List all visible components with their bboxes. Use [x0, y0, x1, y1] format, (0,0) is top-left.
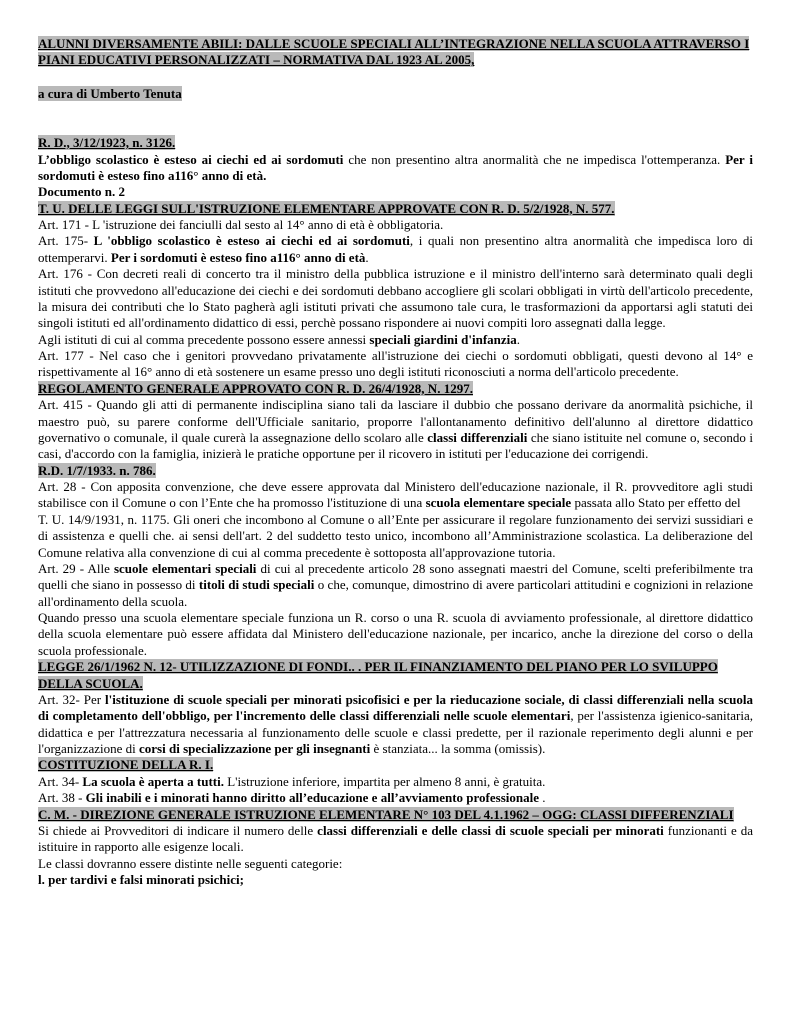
text-segment: è stanziata... la somma (omissis).	[370, 741, 546, 756]
text-segment: Le classi dovranno essere distinte nelle seguenti categorie:	[38, 855, 343, 871]
para-art-177	[38, 348, 753, 381]
text-segment: Quando presso una scuola elementare speciale funziona un R. corso o una R. scuola di avviamento professionale, al direttore didattico della scuola elementare può essere affidata dal Ministero dell'educazione nazionale, per incarico, anche la direzione del corso o della scuola professionale.	[38, 610, 753, 658]
bold-text-segment: Documento n. 2	[38, 184, 126, 200]
para-art-34	[38, 774, 753, 790]
text-segment: T. U. 14/9/1931, n. 1175. Gli oneri che incombono al Comune o all’Ente per assicurare il regolare funzionamento dei servizi sussidiari e di assistenza e quelli che. ai sensi dell'art. 2 del suddetto testo unico, incombono all’Amministrazione scolastica. La deliberazione del Comune relativa alla convenzione di cui al comma precedente è sottoposta all'approvazione tutoria.	[38, 511, 753, 560]
heading-regolamento-1928	[38, 381, 753, 397]
text-segment: funzionanti e da istituire in rapporto alle esigenze locali.	[38, 822, 753, 855]
text-segment: Art. 171 - L 'istruzione dei fanciulli dal sesto al 14° anno di età è obbligatoria.	[38, 217, 444, 232]
text-segment: che non presentino altra anormalità che ne impedisca l'ottemperanza.	[343, 151, 726, 167]
bold-text-segment: T. U. DELLE LEGGI SULL'ISTRUZIONE ELEMENTARE APPROVATE CON R. D. 5/2/1928, N. 577.	[38, 200, 615, 216]
bold-text-segment: scuole elementari speciali	[113, 560, 257, 576]
text-segment: o che, comunque, dimostrino di avere particolari attitudini e cognizioni in relazione all'ordinamento della scuola.	[38, 577, 753, 609]
bold-text-segment: speciali giardini d'infanzia	[369, 331, 517, 347]
doc-title	[38, 36, 753, 69]
para-rd-1923	[38, 152, 753, 185]
heading-cm-103	[38, 807, 753, 823]
para-art-175	[38, 233, 753, 266]
bold-text-segment: Per i sordomuti è esteso fino a116° anno di età	[110, 249, 366, 265]
bold-text-segment: R.D. 1/7/1933. n. 786.	[38, 462, 156, 478]
bold-text-segment: L’obbligo scolastico è esteso ai ciechi ed ai sordomuti	[38, 151, 344, 167]
bold-text-segment: classi differenziali e delle classi di scuole speciali per minorati	[317, 822, 664, 838]
bold-text-segment: La scuola è aperta a tutti.	[82, 773, 224, 789]
text-segment: Art. 175-	[38, 233, 94, 249]
text-segment: .	[538, 790, 546, 806]
para-art-29	[38, 561, 753, 610]
bold-text-segment: ALUNNI DIVERSAMENTE ABILI: DALLE SCUOLE SPECIALI ALL’INTEGRAZIONE NELLA SCUOLA ATTRAVERSO I PIANI EDUCATIVI PERSONALIZZATI – NORMATIVA DAL 1923 AL 2005,	[38, 36, 750, 68]
para-art-171	[38, 217, 753, 233]
heading-rd-1923	[38, 135, 753, 151]
para-art-415	[38, 397, 753, 463]
text-segment: passata allo Stato per effetto del	[571, 495, 741, 511]
para-categorie	[38, 856, 753, 872]
heading-tu-1928	[38, 201, 753, 217]
text-segment: Art. 29 - Alle	[38, 560, 114, 576]
bold-text-segment: REGOLAMENTO GENERALE APPROVATO CON R. D. 26/4/1928, N. 1297.	[38, 380, 473, 396]
text-segment: L'istruzione inferiore, impartita per almeno 8 anni, è gratuita.	[223, 773, 546, 789]
heading-legge-1962	[38, 659, 753, 692]
para-tu-1931	[38, 512, 753, 561]
text-segment: Art. 176 - Con decreti reali di concerto tra il ministro della pubblica istruzione e il ministro dell'interno sarà determinato quali degli istituti che provvedono all'educazione dei ciechi e dei sordomuti debbano accogliere gli scolari obbligati in virtù dell'articolo precedente, la misura dei contributi che lo Stato pagherà agli istituti privati che assumono tale cura, le trasformazioni da apportarsi agli statuti dei singoli istituti ed all'ordinamento didattico di essi, perchè possano rispondere ai nuovi compiti loro assegnati dalla legge.	[38, 266, 753, 331]
para-art-176	[38, 266, 753, 332]
para-scuola-speciale	[38, 610, 753, 659]
bold-text-segment: L 'obbligo scolastico è esteso ai ciechi ed ai sordomuti	[93, 233, 410, 249]
text-segment: .	[365, 249, 369, 265]
bold-text-segment: l'istituzione di scuole speciali per minorati psicofisici e per la rieducazione sociale, di classi differenziali nella scuola di completamento dell'obbligo, per l'incremento delle classi differenziali nelle scuole elementari	[38, 691, 753, 724]
text-segment: Art. 415 - Quando gli atti di permanente indisciplina siano tali da lasciare il dubbio che possano derivare da anormalità psichiche, il maestro può, su parere conforme dell'Ufficiale sanitario, proporre l'allontanamento definitivo dell'alunno al direttore didattico governativo o comunale, il quale curerà la assegnazione dello scolaro alle	[38, 397, 753, 445]
bold-text-segment: C. M. - DIREZIONE GENERALE ISTRUZIONE ELEMENTARE N° 103 DEL 4.1.1962 – OGG: CLASSI DIFFERENZIALI	[38, 806, 734, 822]
bold-text-segment: Gli inabili e i minorati hanno diritto all’educazione e all’avviamento professionale	[85, 790, 539, 806]
text-segment: Art. 34-	[38, 773, 83, 789]
para-art-38	[38, 790, 753, 806]
text-segment: che siano istituite nel comune o, secondo i casi, d'accordo con la famiglia, inizierà le pratiche opportune per il ricovero in istituti per l'educazione dei corrigendi.	[38, 429, 754, 462]
heading-costituzione	[38, 757, 753, 773]
text-segment: Agli istituti di cui al comma precedente possono essere annessi	[38, 331, 370, 347]
bold-text-segment: titoli di studi speciali	[198, 577, 315, 593]
bold-text-segment: scuola elementare speciale	[425, 495, 572, 511]
text-segment: Art. 28 - Con apposita convenzione, che deve essere approvata dal Ministero dell'educazione nazionale, il R. provveditore agli studi stabilisce con il Comune o con l’Ente che ha promosso l'istituzione di una	[38, 479, 753, 511]
para-art-28	[38, 479, 753, 512]
para-giardini	[38, 332, 753, 348]
bold-text-segment: COSTITUZIONE DELLA R. I.	[38, 757, 214, 773]
byline	[38, 86, 753, 102]
text-segment: Art. 32- Per	[38, 691, 105, 707]
heading-rd-1933	[38, 463, 753, 479]
text-segment: , i quali non presentino altra anormalità che impedisca loro di ottemperarvi.	[38, 233, 753, 265]
text-segment: Art. 38 -	[38, 790, 86, 806]
text-segment: .	[516, 331, 521, 347]
para-art-32	[38, 692, 753, 758]
bold-text-segment: corsi di specializzazione per gli insegnanti	[139, 741, 371, 756]
text-segment: Art. 177 - Nel caso che i genitori provvedano privatamente all'istruzione dei ciechi o sordomuti obbligati, questi devono al 14° e rispettivamente al 16° anno di età sostenere un esame presso uno degli istituti riconosciuti a norma dell'articolo precedente.	[38, 348, 753, 380]
document-content	[38, 36, 753, 888]
bold-text-segment: R. D., 3/12/1923, n. 3126.	[38, 135, 176, 151]
para-documento-n2	[38, 184, 753, 200]
text-segment: di cui al precedente articolo 28 sono assegnati maestri del Comune, scelti preferibilmente tra quelli che siano in possesso di	[38, 560, 753, 593]
bold-text-segment: Per i sordomuti è esteso fino a116° anno di età.	[38, 151, 753, 183]
bold-text-segment: classi differenziali	[427, 429, 528, 445]
bold-text-segment: LEGGE 26/1/1962 N. 12- UTILIZZAZIONE DI FONDI.. . PER IL FINANZIAMENTO DEL PIANO PER LO SVILUPPO DELLA SCUOLA.	[38, 659, 718, 691]
para-classi-differenziali	[38, 823, 753, 856]
bold-text-segment: a cura di Umberto Tenuta	[38, 85, 182, 101]
text-segment: Si chiede ai Provveditori di indicare il numero delle	[38, 822, 318, 838]
para-tardivi	[38, 872, 753, 888]
text-segment: , per l'assistenza igienico-sanitaria, didattica e per l'attrezzatura necessaria al funzionamento delle scuole e classi predette, per il razionale reperimento degli alunni e per l'organizzazione di	[38, 708, 753, 756]
bold-text-segment: l. per tardivi e falsi minorati psichici;	[38, 872, 244, 887]
